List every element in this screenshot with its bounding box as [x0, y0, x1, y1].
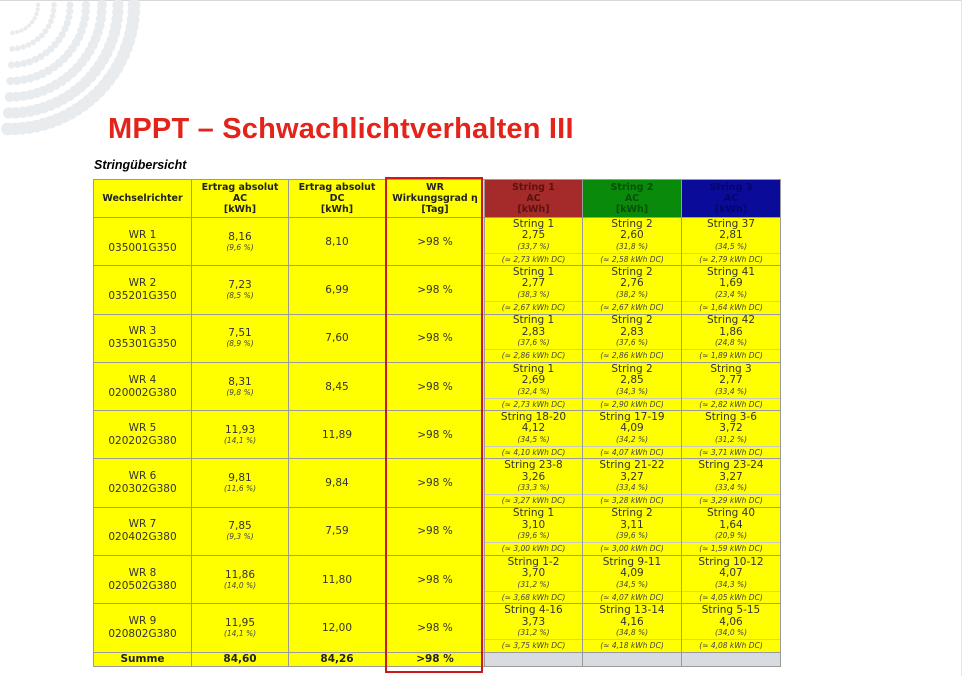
sunburst-dot: [51, 8, 57, 14]
dc-value: 7,59: [289, 507, 386, 555]
string-percent: (39,6 %): [615, 531, 649, 541]
sum-row: [94, 652, 781, 666]
string-ac-value: 2,85: [620, 374, 644, 387]
string-ac-value: 4,12: [521, 422, 546, 435]
string-3-cell: [682, 218, 781, 266]
slide-title: MPPT – Schwachlichtverhalten III: [108, 113, 574, 145]
string-name: String 3: [710, 362, 752, 375]
string-dc-estimate: (≈ 3,27 kWh DC): [485, 494, 582, 506]
dc-value: 8,10: [289, 218, 386, 266]
string-ac-value: 4,07: [719, 567, 743, 580]
ac-percent: (8,5 %): [226, 290, 254, 300]
dc-value: 12,00: [289, 604, 386, 652]
sunburst-dot: [20, 44, 26, 50]
string-ac-value: 1,86: [719, 325, 743, 338]
string-3-cell: [682, 314, 781, 362]
ac-value: 8,16: [228, 230, 252, 243]
sunburst-dot: [30, 40, 36, 46]
string-ac-value: 3,70: [521, 567, 546, 580]
header-eta-line2: Wirkungsgrad η: [392, 193, 478, 204]
header-dc-line1: Ertrag absolut: [298, 182, 376, 193]
string-ac-value: 2,83: [521, 325, 546, 338]
ac-cell: [192, 507, 289, 555]
string-ac-value: 1,64: [719, 518, 743, 531]
string-percent: (38,3 %): [517, 289, 550, 299]
header-s2-line3: [kWh]: [615, 204, 649, 215]
string-ac-value: 3,11: [620, 518, 644, 531]
table-row: [94, 266, 781, 314]
sunburst-dot: [27, 23, 31, 27]
header-dc-line2: DC: [329, 193, 345, 204]
string-ac-value: 3,10: [521, 518, 546, 531]
wr-cell: [94, 314, 192, 362]
ac-percent: (9,6 %): [226, 242, 254, 252]
ac-cell: [192, 362, 289, 410]
sunburst-dot: [25, 42, 31, 48]
string-dc-estimate: (≈ 3,68 kWh DC): [485, 591, 582, 603]
string-name: String 21-22: [599, 459, 665, 472]
header-s3-line1: String 3: [709, 182, 753, 193]
dc-value: 6,99: [289, 266, 386, 314]
string-2-cell: [583, 604, 682, 652]
string-name: String 42: [706, 314, 756, 327]
string-ac-value: 4,16: [620, 615, 644, 628]
wr-id: 035201G350: [108, 289, 177, 302]
efficiency-value: >98 %: [386, 507, 485, 555]
string-percent: (34,2 %): [615, 434, 649, 444]
wr-id: 020302G380: [108, 483, 177, 496]
string-percent: (34,5 %): [517, 434, 550, 444]
string-name: String 1: [512, 362, 555, 375]
sunburst-dot: [66, 8, 73, 15]
string-name: String 4-16: [504, 604, 563, 617]
header-ac-line3: [kWh]: [223, 204, 257, 215]
sunburst-dot: [35, 7, 39, 11]
string-overview-table: [93, 179, 781, 667]
wr-name: WR 7: [128, 518, 157, 531]
dc-value: 9,84: [289, 459, 386, 507]
string-name: String 1: [512, 265, 555, 278]
string-percent: (33,7 %): [517, 241, 550, 251]
sunburst-dot: [66, 1, 73, 8]
string-dc-estimate: (≈ 4,18 kWh DC): [583, 639, 681, 651]
header-s3-line2: AC: [723, 193, 739, 204]
string-dc-estimate: (≈ 2,79 kWh DC): [682, 253, 780, 265]
sunburst-dot: [1, 123, 14, 136]
sum-empty-s3: [682, 652, 781, 666]
string-1-cell: [485, 314, 583, 362]
string-percent: (32,4 %): [517, 386, 550, 396]
efficiency-value: >98 %: [386, 314, 485, 362]
sunburst-dot: [14, 61, 21, 68]
string-dc-estimate: (≈ 4,10 kWh DC): [485, 446, 582, 458]
table-row: [94, 556, 781, 604]
string-name: String 9-11: [602, 555, 662, 568]
ac-cell: [192, 411, 289, 459]
string-percent: (33,4 %): [615, 483, 649, 493]
string-dc-estimate: (≈ 4,08 kWh DC): [682, 639, 780, 651]
string-dc-estimate: (≈ 2,67 kWh DC): [583, 301, 681, 313]
ac-percent: (8,9 %): [226, 339, 254, 349]
string-percent: (31,2 %): [517, 579, 550, 589]
string-percent: (34,5 %): [615, 579, 649, 589]
string-3-cell: [682, 266, 781, 314]
ac-percent: (14,1 %): [223, 629, 257, 639]
string-1-cell: [485, 556, 583, 604]
header-ertrag-dc: [289, 180, 386, 218]
string-1-cell: [485, 218, 583, 266]
string-name: String 1-2: [507, 555, 560, 568]
string-dc-estimate: (≈ 3,00 kWh DC): [485, 542, 582, 554]
ac-value: 7,23: [228, 278, 252, 291]
table-row: [94, 411, 781, 459]
string-ac-value: 2,75: [521, 229, 546, 242]
dc-value: 8,45: [289, 362, 386, 410]
string-percent: (34,8 %): [615, 628, 649, 638]
string-ac-value: 2,77: [521, 277, 546, 290]
string-dc-estimate: (≈ 4,07 kWh DC): [583, 446, 681, 458]
string-3-cell: [682, 556, 781, 604]
string-dc-estimate: (≈ 2,67 kWh DC): [485, 301, 582, 313]
ac-percent: (9,3 %): [226, 532, 254, 542]
string-ac-value: 3,27: [719, 470, 743, 483]
string-dc-estimate: (≈ 2,86 kWh DC): [485, 349, 582, 361]
table-caption: Stringübersicht: [94, 158, 187, 172]
header-eta-line3: [Tag]: [421, 204, 449, 215]
wr-cell: [94, 362, 192, 410]
header-row: [94, 180, 781, 218]
string-ac-value: 4,09: [620, 567, 644, 580]
wr-id: 035301G350: [108, 338, 177, 351]
string-percent: (37,6 %): [517, 338, 550, 348]
string-name: String 18-20: [500, 410, 567, 423]
header-s2-line1: String 2: [610, 182, 654, 193]
string-3-cell: [682, 362, 781, 410]
string-name: String 17-19: [599, 410, 665, 423]
string-name: String 1: [512, 217, 555, 230]
sunburst-dot: [34, 12, 38, 16]
sunburst-dot: [9, 46, 15, 52]
wr-cell: [94, 218, 192, 266]
string-ac-value: 2,83: [620, 325, 644, 338]
header-string-3: [682, 180, 781, 218]
wr-cell: [94, 266, 192, 314]
header-ac-line2: AC: [232, 193, 248, 204]
string-percent: (34,3 %): [615, 386, 649, 396]
header-wirkungsgrad: [386, 180, 485, 218]
string-dc-estimate: (≈ 2,90 kWh DC): [583, 398, 681, 410]
string-percent: (38,2 %): [615, 289, 649, 299]
string-percent: (33,3 %): [517, 483, 550, 493]
sunburst-dot: [8, 61, 15, 68]
header-s1-line1: String 1: [512, 182, 555, 193]
efficiency-value: >98 %: [386, 459, 485, 507]
efficiency-value: >98 %: [386, 556, 485, 604]
sunburst-dot: [50, 13, 56, 19]
sum-ac: 84,60: [192, 652, 289, 666]
sum-dc: 84,26: [289, 652, 386, 666]
string-percent: (34,0 %): [714, 628, 748, 638]
sunburst-dot: [32, 16, 36, 20]
string-percent: (39,6 %): [517, 531, 550, 541]
wr-name: WR 9: [128, 615, 157, 628]
string-percent: (33,4 %): [714, 483, 748, 493]
string-dc-estimate: (≈ 3,28 kWh DC): [583, 494, 681, 506]
string-percent: (20,9 %): [714, 531, 748, 541]
string-dc-estimate: (≈ 2,58 kWh DC): [583, 253, 681, 265]
wr-id: 035001G350: [108, 241, 177, 254]
string-2-cell: [583, 314, 682, 362]
ac-cell: [192, 459, 289, 507]
ac-percent: (14,1 %): [223, 435, 257, 445]
string-dc-estimate: (≈ 3,29 kWh DC): [682, 494, 780, 506]
string-ac-value: 2,60: [620, 229, 644, 242]
string-dc-estimate: (≈ 3,00 kWh DC): [583, 542, 681, 554]
ac-cell: [192, 266, 289, 314]
table-body: [94, 218, 781, 653]
string-percent: (33,4 %): [714, 386, 748, 396]
sunburst-dot: [6, 77, 15, 86]
string-dc-estimate: (≈ 2,73 kWh DC): [485, 398, 582, 410]
efficiency-value: >98 %: [386, 266, 485, 314]
header-wechselrichter: Wechselrichter: [94, 180, 192, 218]
header-eta-line1: WR: [426, 182, 444, 193]
wr-id: 020002G380: [108, 386, 177, 399]
string-dc-estimate: (≈ 3,75 kWh DC): [485, 639, 582, 651]
string-percent: (24,8 %): [714, 338, 748, 348]
string-2-cell: [583, 362, 682, 410]
ac-cell: [192, 314, 289, 362]
header-s3-line3: [kWh]: [714, 204, 748, 215]
string-2-cell: [583, 507, 682, 555]
efficiency-value: >98 %: [386, 362, 485, 410]
wr-name: WR 1: [128, 228, 157, 241]
string-name: String 2: [611, 314, 653, 327]
string-name: String 23-24: [698, 459, 764, 472]
string-2-cell: [583, 218, 682, 266]
header-s1-line2: AC: [526, 193, 541, 204]
sunburst-dot: [3, 107, 14, 118]
string-2-cell: [583, 459, 682, 507]
sunburst-dot: [10, 31, 14, 35]
ac-value: 7,85: [228, 520, 252, 533]
string-percent: (31,8 %): [615, 241, 649, 251]
dc-value: 7,60: [289, 314, 386, 362]
string-name: String 41: [706, 265, 756, 278]
string-ac-value: 3,27: [620, 470, 644, 483]
wr-cell: [94, 507, 192, 555]
string-name: String 23-8: [504, 459, 563, 472]
string-1-cell: [485, 604, 583, 652]
table-row: [94, 459, 781, 507]
string-1-cell: [485, 362, 583, 410]
string-dc-estimate: (≈ 4,07 kWh DC): [583, 591, 681, 603]
ac-value: 11,86: [224, 568, 256, 581]
ac-cell: [192, 218, 289, 266]
string-name: String 1: [512, 507, 555, 520]
string-name: String 1: [512, 314, 555, 327]
ac-value: 9,81: [228, 472, 252, 485]
ac-value: 11,93: [224, 423, 256, 436]
header-string-2: [583, 180, 682, 218]
string-1-cell: [485, 459, 583, 507]
wr-cell: [94, 411, 192, 459]
ac-cell: [192, 556, 289, 604]
string-3-cell: [682, 411, 781, 459]
efficiency-value: >98 %: [386, 218, 485, 266]
wr-id: 020202G380: [108, 434, 177, 447]
sunburst-dot: [51, 2, 57, 8]
table-row: [94, 362, 781, 410]
string-percent: (34,3 %): [714, 579, 748, 589]
table-row: [94, 604, 781, 652]
string-name: String 40: [706, 507, 756, 520]
wr-cell: [94, 556, 192, 604]
string-ac-value: 3,73: [521, 615, 546, 628]
string-name: String 2: [611, 507, 653, 520]
string-percent: (31,2 %): [714, 434, 748, 444]
wr-id: 020402G380: [108, 531, 177, 544]
ac-value: 11,95: [224, 617, 256, 630]
header-s1-line3: [kWh]: [517, 204, 550, 215]
sunburst-dot: [65, 14, 72, 21]
sunburst-dot: [48, 18, 54, 24]
string-2-cell: [583, 556, 682, 604]
sunburst-dot: [36, 3, 40, 7]
header-ertrag-ac: [192, 180, 289, 218]
ac-value: 8,31: [228, 375, 252, 388]
ac-percent: (14,0 %): [223, 580, 257, 590]
efficiency-value: >98 %: [386, 604, 485, 652]
header-ac-line1: Ertrag absolut: [201, 182, 279, 193]
string-dc-estimate: (≈ 1,59 kWh DC): [682, 542, 780, 554]
string-1-cell: [485, 266, 583, 314]
table-row: [94, 507, 781, 555]
string-name: String 37: [706, 217, 756, 230]
string-3-cell: [682, 604, 781, 652]
string-percent: (31,2 %): [517, 628, 550, 638]
wr-id: 020802G380: [108, 628, 177, 641]
string-ac-value: 2,77: [719, 374, 743, 387]
string-ac-value: 4,09: [620, 422, 644, 435]
sum-eta: >98 %: [386, 652, 485, 666]
string-2-cell: [583, 411, 682, 459]
sunburst-dot: [30, 20, 34, 24]
sum-empty-s1: [485, 652, 583, 666]
string-ac-value: 3,26: [521, 470, 546, 483]
sunburst-dot: [15, 30, 19, 34]
header-dc-line3: [kWh]: [320, 204, 354, 215]
string-ac-value: 4,06: [719, 615, 743, 628]
string-name: String 2: [611, 362, 653, 375]
wr-id: 020502G380: [108, 579, 177, 592]
wr-name: WR 6: [128, 470, 157, 483]
string-name: String 10-12: [698, 555, 764, 568]
string-percent: (37,6 %): [615, 338, 649, 348]
ac-percent: (9,8 %): [226, 387, 254, 397]
ac-percent: (11,6 %): [223, 484, 257, 494]
header-string-1: [485, 180, 583, 218]
string-ac-value: 2,81: [719, 229, 743, 242]
ac-value: 7,51: [228, 327, 252, 340]
wr-cell: [94, 459, 192, 507]
string-1-cell: [485, 411, 583, 459]
string-name: String 5-15: [701, 604, 761, 617]
string-ac-value: 3,72: [719, 422, 743, 435]
string-name: String 2: [611, 217, 653, 230]
string-dc-estimate: (≈ 1,89 kWh DC): [682, 349, 780, 361]
string-ac-value: 2,69: [521, 374, 546, 387]
string-2-cell: [583, 266, 682, 314]
string-3-cell: [682, 507, 781, 555]
string-dc-estimate: (≈ 2,73 kWh DC): [485, 253, 582, 265]
string-percent: (23,4 %): [714, 289, 748, 299]
wr-name: WR 4: [128, 373, 157, 386]
string-name: String 13-14: [599, 604, 665, 617]
sum-empty-s2: [583, 652, 682, 666]
string-dc-estimate: (≈ 3,71 kWh DC): [682, 446, 780, 458]
string-ac-value: 1,69: [719, 277, 743, 290]
string-3-cell: [682, 459, 781, 507]
header-s2-line2: AC: [624, 193, 640, 204]
wr-name: WR 5: [128, 421, 157, 434]
string-dc-estimate: (≈ 4,05 kWh DC): [682, 591, 780, 603]
wr-cell: [94, 604, 192, 652]
table-row: [94, 314, 781, 362]
string-name: String 3-6: [705, 410, 757, 423]
string-1-cell: [485, 507, 583, 555]
string-percent: (34,5 %): [714, 241, 748, 251]
sunburst-dot: [19, 28, 23, 32]
wr-name: WR 2: [128, 276, 157, 289]
table-row: [94, 218, 781, 266]
string-dc-estimate: (≈ 2,86 kWh DC): [583, 349, 681, 361]
string-name: String 2: [611, 265, 653, 278]
dc-value: 11,89: [289, 411, 386, 459]
sunburst-dot: [20, 60, 27, 67]
string-ac-value: 2,76: [620, 277, 644, 290]
efficiency-value: >98 %: [386, 411, 485, 459]
wr-name: WR 8: [128, 566, 157, 579]
sum-label: Summe: [94, 652, 192, 666]
wr-name: WR 3: [128, 325, 157, 338]
string-dc-estimate: (≈ 1,64 kWh DC): [682, 301, 780, 313]
sunburst-dot: [15, 45, 21, 51]
dc-value: 11,80: [289, 556, 386, 604]
string-dc-estimate: (≈ 2,82 kWh DC): [682, 398, 780, 410]
ac-cell: [192, 604, 289, 652]
sunburst-dot: [23, 26, 27, 30]
sunburst-dot: [5, 92, 15, 102]
